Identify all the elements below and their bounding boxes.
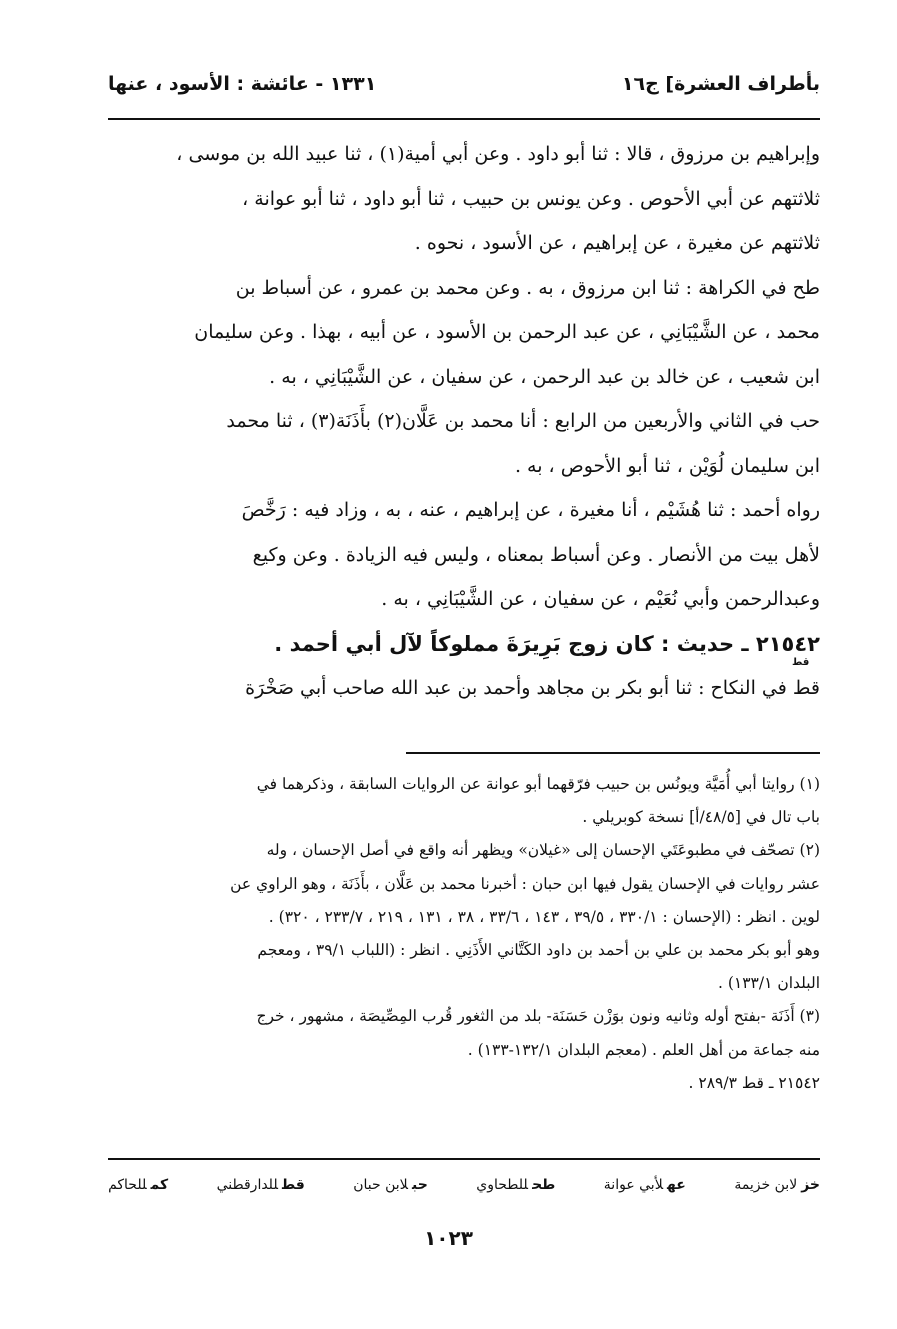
text-line-6: ابن شعيب ، عن خالد بن عبد الرحمن ، عن سفيان ، عن الشَّيْبَانِي ، به . — [269, 365, 820, 388]
abbrev-item — [604, 1177, 686, 1193]
main-text — [108, 132, 820, 711]
abbrev-code: قط — [281, 1177, 305, 1193]
abbrev-label: للطحاوي — [476, 1177, 529, 1193]
abbrev-code: حب — [412, 1177, 428, 1193]
text-line-10: لأهل بيت من الأنصار . وعن أسباط بمعناه ، وليس فيه الزيادة . وعن وكيع — [252, 543, 820, 566]
abbreviation-key — [108, 1170, 820, 1200]
text-line-2: ثلاثتهم عن أبي الأحوص . وعن يونس بن حبيب ، ثنا أبو داود ، ثنا أبو عوانة ، — [242, 187, 820, 210]
running-head-book-title: بأطراف العشرة] ج١٦ — [621, 73, 820, 95]
abbrev-item — [476, 1177, 555, 1193]
footnote-line-10: ٢١٥٤٢ ـ قط ٢٨٩/٣ . — [688, 1073, 820, 1092]
abbrev-code: عه — [667, 1177, 686, 1193]
abbrev-label: لابن خزيمة — [734, 1177, 798, 1193]
abbrev-item — [734, 1177, 820, 1193]
text-line-11: وعبدالرحمن وأبي نُعَيْم ، عن سفيان ، عن الشَّيْبَانِي ، به . — [381, 588, 820, 610]
text-line-4: طح في الكراهة : ثنا ابن مرزوق ، به . وعن محمد بن عمرو ، عن أسباط بن — [235, 276, 820, 299]
hadith-siglum-mark: قط — [792, 657, 810, 668]
abbrev-label: لابن حبان — [353, 1177, 409, 1193]
footnotes — [108, 768, 820, 1100]
footnote-line-9: منه جماعة من أهل العلم . (معجم البلدان ١٣٢/١-١٣٣) . — [467, 1040, 820, 1059]
text-line-9: رواه أحمد : ثنا هُشَيْم ، أنا مغيرة ، عن إبراهيم ، عنه ، به ، وزاد فيه : رَخَّصَ — [241, 499, 820, 521]
abbrev-item — [217, 1177, 305, 1193]
text-line-7: حب في الثاني والأربعين من الرابع : أنا محمد بن عَلَّان(٢) بأَذَنَة(٣) ، ثنا محمد — [226, 410, 820, 432]
running-head-section: ١٣٣١ - عائشة : الأسود ، عنها — [108, 73, 377, 95]
abbrev-code: خز — [801, 1177, 820, 1193]
text-line-1: وإبراهيم بن مرزوق ، قالا : ثنا أبو داود . وعن أبي أمية(١) ، ثنا عبيد الله بن موسى ، — [176, 143, 820, 165]
header-rule — [108, 118, 820, 120]
text-line-8: ابن سليمان لُوَيْن ، ثنا أبو الأحوص ، به . — [514, 454, 820, 477]
footnote-line-4: عشر روايات في الإحسان يقول فيها ابن حبان : أخبرنا محمد بن عَلَّان ، بأَذَنَة ، وهو الراوي عن — [230, 874, 820, 893]
abbreviation-rule — [108, 1158, 820, 1160]
footnote-line-2: باب تال في [٤٨/٥/أ] نسخة كوبريلي . — [582, 808, 820, 827]
hadith-heading: ٢١٥٤٢ ـ حديث : كان زوج بَرِيرَةَ مملوكاً لآل أبي أحمد . — [274, 631, 820, 656]
footnote-rule — [406, 752, 820, 754]
abbrev-code: كم — [150, 1177, 169, 1193]
text-line-13: قط في النكاح : ثنا أبو بكر بن مجاهد وأحمد بن عبد الله صاحب أبي صَخْرَة — [245, 677, 820, 699]
abbrev-code: طح — [532, 1177, 556, 1193]
text-line-5: محمد ، عن الشَّيْبَانِي ، عن عبد الرحمن بن الأسود ، عن أبيه ، بهذا . وعن سليمان — [194, 321, 820, 343]
footnote-line-5: لوين . انظر : (الإحسان : ٣٣٠/١ ، ٣٩/٥ ، ١٤٣ ، ٣٣/٦ ، ٣٨ ، ١٣١ ، ٢١٩ ، ٢٣٣/٧ ، ٣٢٠) . — [268, 907, 820, 926]
footnote-line-7: البلدان ١٣٣/١) . — [717, 974, 820, 993]
abbrev-label: للحاكم — [108, 1177, 147, 1193]
footnote-line-3: (٢) تصحّف في مطبوعَتَي الإحسان إلى «غيلان» ويظهر أنه واقع في أصل الإحسان ، وله — [266, 841, 820, 860]
page-number: ١٠٢٣ — [424, 1226, 473, 1250]
running-head — [108, 64, 820, 104]
footnote-line-8: (٣) أَذَنَة -بفتح أوله وثانيه ونون بوَزْن حَسَنَة- بلد من الثغور قُرب المِصِّيصَة ، مشهور ، خرج — [256, 1007, 820, 1026]
footnote-line-6: وهو أبو بكر محمد بن علي بن أحمد بن داود الكَتَّاني الأَذَنِي . انظر : (اللباب ٣٩/١ ، ومعجم — [257, 940, 820, 959]
abbrev-label: لأبي عوانة — [603, 1177, 664, 1193]
text-line-3: ثلاثتهم عن مغيرة ، عن إبراهيم ، عن الأسود ، نحوه . — [414, 232, 820, 254]
abbrev-label: للدارقطني — [216, 1177, 278, 1193]
abbrev-item — [108, 1177, 168, 1193]
abbrev-item — [353, 1177, 428, 1193]
footnote-line-1: (١) روايتا أبي أُمَيَّة ويونُس بن حبيب فرّقهما أبو عوانة عن الروايات السابقة ، وذكرهما في — [256, 775, 820, 793]
